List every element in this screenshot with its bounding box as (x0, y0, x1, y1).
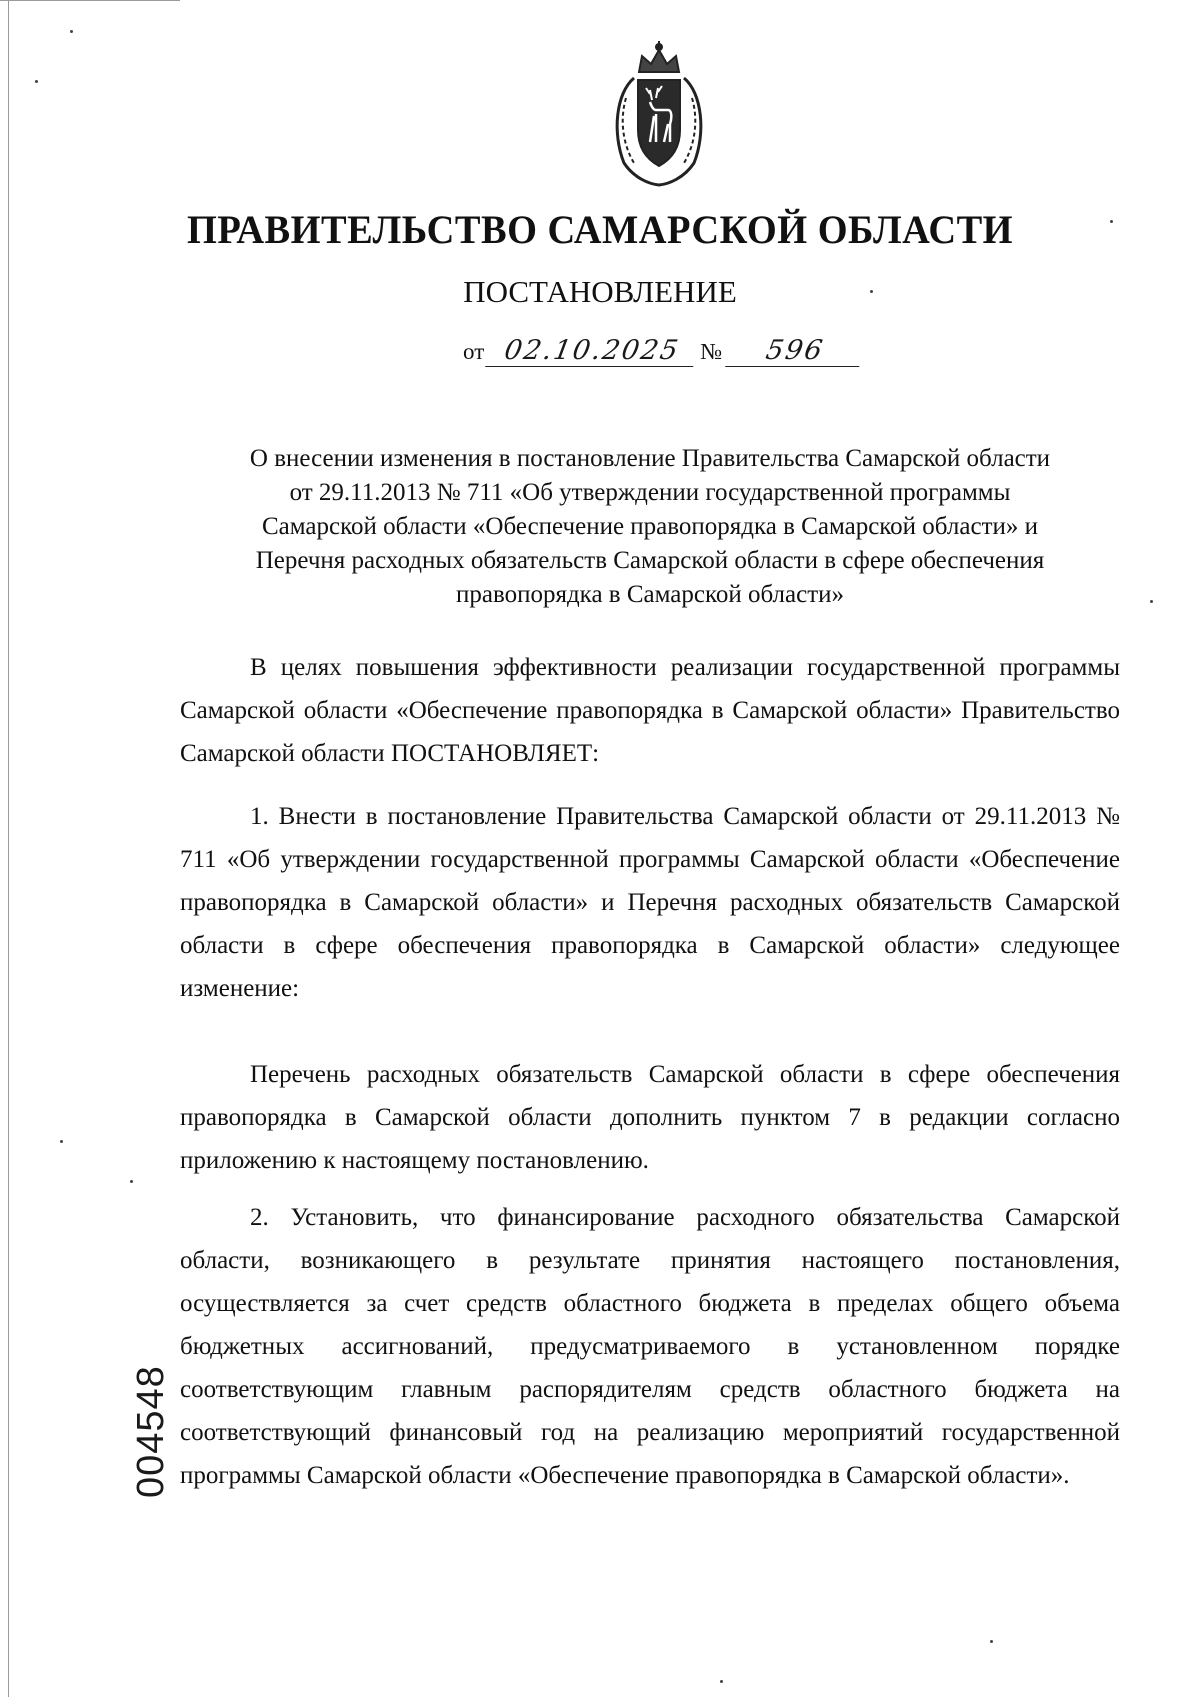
item-1-detail-text: Перечень расходных обязательств Самарской области в сфере обеспечения правопорядка в Самарской области дополнить пунктом 7 в редакции согласно приложению к настоящему постановлению. (180, 1061, 1120, 1174)
preamble-text: В целях повышения эффективности реализации государственной программы Самарской области «Обеспечение правопорядка в Самарской области» Правительство Самарской области ПОСТАНОВЛЯЕТ: (180, 654, 1120, 767)
handwritten-date: 02.10.2025 (485, 335, 699, 367)
preamble-paragraph (180, 646, 1120, 775)
scan-speck (70, 30, 73, 33)
scan-speck (870, 290, 873, 293)
scan-speck (60, 1140, 63, 1143)
scan-border-left (8, 0, 9, 1697)
subject-line: от 29.11.2013 № 711 «Об утверждении государственной программы (289, 479, 1011, 506)
item-2-text: 2. Установить, что финансирование расходного обязательства Самарской области, возникающего в результате принятия настоящего постановления, осуществляется за счет средств областного бюджета в пределах общего объема бюджетных ассигнований, предусматриваемого в установленном порядке соответствующим главным распорядителям средств областного бюджета на соответствующий финансовый год на реализацию мероприятий государственной программы Самарской области «Обеспечение правопорядка в Самарской области». (180, 1204, 1120, 1489)
scan-speck (35, 80, 38, 83)
document-type: ПОСТАНОВЛЕНИЕ (463, 274, 737, 309)
date-number-line (463, 335, 862, 367)
number-prefix: № (700, 339, 723, 364)
subject-line: правопорядка в Самарской области» (455, 581, 845, 608)
coat-of-arms-icon (594, 38, 724, 188)
item-1-detail-paragraph (180, 1053, 1120, 1182)
item-1-paragraph (180, 795, 1120, 1010)
subject-line: Самарской области «Обеспечение правопорядка в Самарской области» и (261, 513, 1038, 540)
scan-speck (990, 1640, 993, 1643)
decree-subject (180, 442, 1120, 612)
subject-line: О внесении изменения в постановление Правительства Самарской области (249, 445, 1051, 472)
scan-border-top (0, 0, 180, 1)
date-prefix: от (463, 339, 485, 364)
item-2-paragraph (180, 1196, 1120, 1497)
item-1-text: 1. Внести в постановление Правительства Самарской области от 29.11.2013 № 711 «Об утверждении государственной программы Самарской области «Обеспечение правопорядка в Самарской области» и Перечня расходных обязательств Самарской области в сфере обеспечения правопорядка в Самарской области» следующее изменение: (180, 803, 1120, 1002)
scan-speck (1110, 220, 1113, 223)
handwritten-number: 596 (725, 335, 865, 367)
scan-speck (1150, 600, 1153, 603)
serial-number: 004548 (130, 1365, 172, 1498)
scan-speck (130, 1180, 133, 1183)
scan-speck (720, 1680, 723, 1683)
subject-line: Перечня расходных обязательств Самарской области в сфере обеспечения (255, 547, 1045, 574)
government-title: ПРАВИТЕЛЬСТВО САМАРСКОЙ ОБЛАСТИ (186, 207, 1014, 252)
